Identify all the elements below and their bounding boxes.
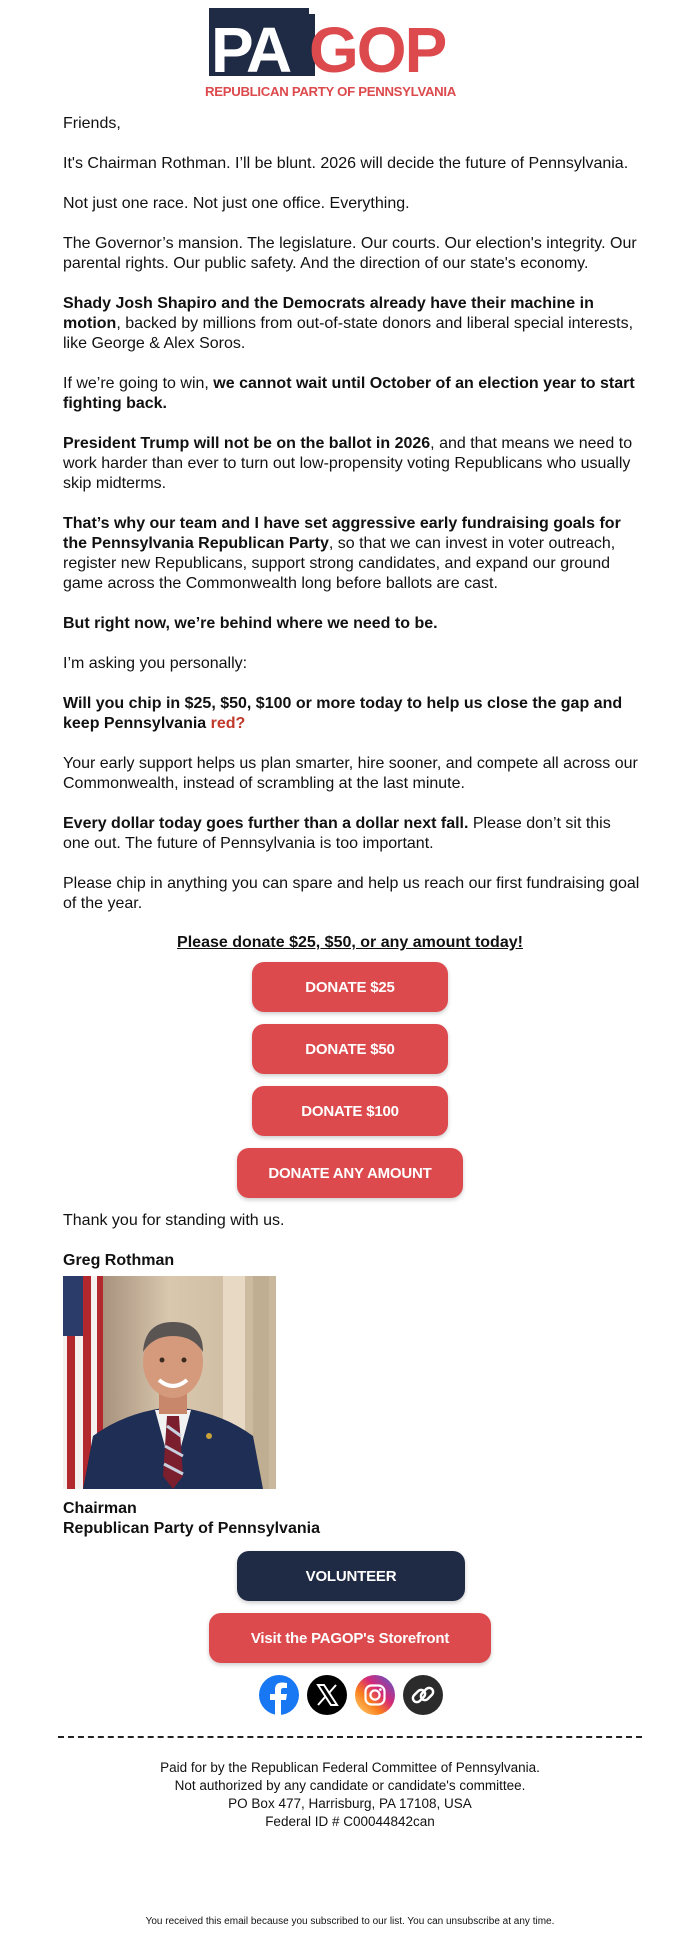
greeting: Friends, xyxy=(63,115,121,132)
paragraph-2: Not just one race. Not just one office. Everything. xyxy=(63,195,410,212)
footer-federal-id: Federal ID # C00044842can xyxy=(265,1814,435,1829)
paragraph-5 xyxy=(63,374,641,414)
paragraph-3: The Governor’s mansion. The legislature. Our courts. Our election's integrity. Our parental rights. Our public safety. And the direction of our state's economy. xyxy=(63,235,637,272)
storefront-button[interactable]: Visit the PAGOP's Storefront xyxy=(209,1613,491,1663)
paragraph-8: But right now, we’re behind where we need to be. xyxy=(63,615,438,632)
paragraph-5-start: If we’re going to win, xyxy=(63,375,214,392)
paragraph-7-bold: That’s why our team and I have set aggressive early fundraising goals for the Pennsylvania Republican Party xyxy=(63,515,621,552)
paragraph-4 xyxy=(63,294,641,354)
paragraph-10 xyxy=(63,694,641,734)
paragraph-6-bold: President Trump will not be on the ballot in 2026 xyxy=(63,435,431,452)
x-icon[interactable] xyxy=(307,1675,347,1715)
instagram-icon[interactable] xyxy=(355,1675,395,1715)
paragraph-4-rest: , backed by millions from out-of-state donors and liberal special interests, like George & Alex Soros. xyxy=(63,315,634,352)
paragraph-12-bold: Every dollar today goes further than a dollar next fall. xyxy=(63,815,469,832)
paragraph-6-rest: , and that means we need to work harder than ever to turn out low-propensity voting Republicans who usually skip midterms. xyxy=(63,435,633,492)
facebook-icon[interactable] xyxy=(259,1675,299,1715)
paragraph-7 xyxy=(63,514,641,594)
pagop-logo xyxy=(205,4,495,100)
logo-subtitle: REPUBLICAN PARTY OF PENNSYLVANIA xyxy=(205,84,456,99)
logo-gop-text: GOP xyxy=(309,14,446,86)
paragraph-1: It's Chairman Rothman. I’ll be blunt. 2026 will decide the future of Pennsylvania. xyxy=(63,155,629,172)
paragraph-12-rest: Please don’t sit this one out. The future of Pennsylvania is too important. xyxy=(63,815,611,852)
footer-address: PO Box 477, Harrisburg, PA 17108, USA xyxy=(228,1796,472,1811)
paragraph-9: I’m asking you personally: xyxy=(63,655,248,672)
donate-100-button[interactable]: DONATE $100 xyxy=(252,1086,448,1136)
paragraph-11: Your early support helps us plan smarter, hire sooner, and compete all across our Commonwealth, instead of scrambling at the last minute. xyxy=(63,755,638,792)
footer-paid-for: Paid for by the Republican Federal Committee of Pennsylvania. xyxy=(160,1760,540,1775)
donate-25-button[interactable]: DONATE $25 xyxy=(252,962,448,1012)
signer-title: Chairman xyxy=(63,1500,137,1517)
footer-divider xyxy=(58,1736,642,1738)
donate-headline-link[interactable]: Please donate $25, $50, or any amount today! xyxy=(177,934,523,951)
paragraph-10-red: red? xyxy=(210,715,246,732)
signer-name: Greg Rothman xyxy=(63,1252,175,1269)
footer-not-authorized: Not authorized by any candidate or candidate's committee. xyxy=(174,1778,526,1793)
signer-organization: Republican Party of Pennsylvania xyxy=(63,1520,320,1537)
link-icon[interactable] xyxy=(403,1675,443,1715)
paragraph-6 xyxy=(63,434,641,494)
paragraph-4-bold: Shady Josh Shapiro and the Democrats already have their machine in motion xyxy=(63,295,594,332)
chairman-photo xyxy=(63,1276,276,1489)
donate-any-amount-button[interactable]: DONATE ANY AMOUNT xyxy=(237,1148,463,1198)
paragraph-12 xyxy=(63,814,641,854)
paragraph-7-rest: , so that we can invest in voter outreach, register new Republicans, support strong candidates, and expand our ground game across the Commonwealth long before ballots are cast. xyxy=(63,535,616,592)
unsubscribe-notice: You received this email because you subscribed to our list. You can unsubscribe at any time. xyxy=(145,1916,555,1927)
paragraph-13: Please chip in anything you can spare and help us reach our first fundraising goal of the year. xyxy=(63,875,640,912)
thank-you-text: Thank you for standing with us. xyxy=(63,1212,285,1229)
logo-pa-text: PA xyxy=(211,14,290,86)
paragraph-5-bold: we cannot wait until October of an election year to start fighting back. xyxy=(63,375,635,412)
donate-50-button[interactable]: DONATE $50 xyxy=(252,1024,448,1074)
volunteer-button[interactable]: VOLUNTEER xyxy=(237,1551,465,1601)
paragraph-10-bold: Will you chip in $25, $50, $100 or more today to help us close the gap and keep Pennsylvania xyxy=(63,695,623,732)
